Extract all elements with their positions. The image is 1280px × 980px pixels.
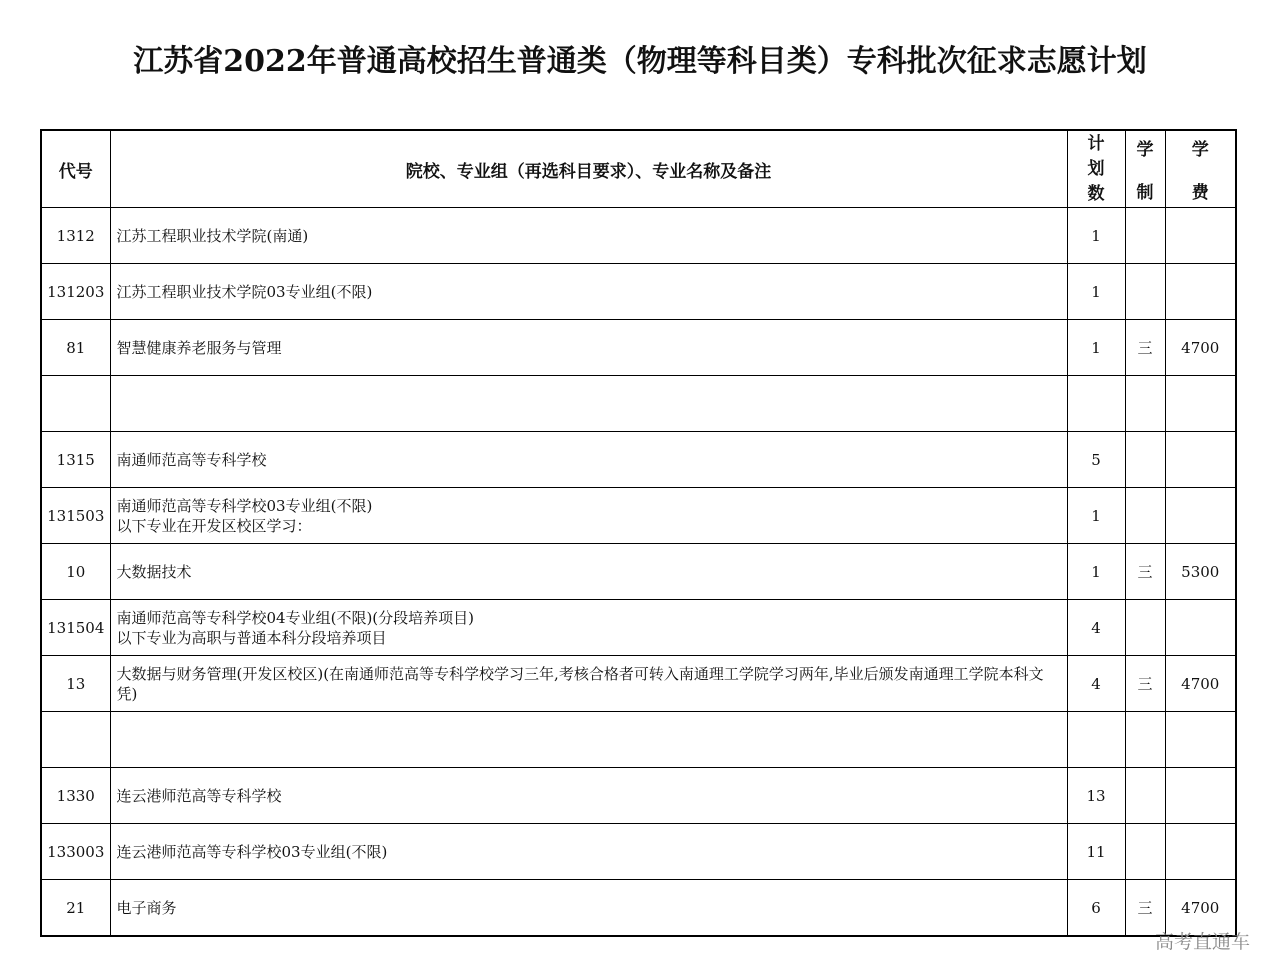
- cell-code: 10: [41, 544, 110, 600]
- cell-duration: [1125, 432, 1165, 488]
- cell-name-line: 南通师范高等专科学校: [116, 450, 267, 469]
- cell-plan-count: 1: [1067, 488, 1125, 544]
- cell-name: [110, 824, 1067, 880]
- cell-name: [110, 488, 1067, 544]
- header-plan-count-char: 划: [1087, 158, 1105, 179]
- cell-name-line: 大数据与财务管理(开发区校区)(在南通师范高等专科学校学习三年,考核合格者可转入南通理工学院学习两年,毕业后颁发南通理工学院本科文凭): [116, 664, 1044, 703]
- cell-fee: [1165, 768, 1236, 824]
- watermark-text: 高考直通车: [1154, 931, 1250, 953]
- cell-name-line: 南通师范高等专科学校04专业组(不限)(分段培养项目): [116, 608, 474, 627]
- cell-name-line: 以下专业为高职与普通本科分段培养项目: [116, 628, 387, 647]
- cell-duration: [1125, 768, 1165, 824]
- cell-code: 131504: [41, 600, 110, 656]
- cell-name: [110, 600, 1067, 656]
- cell-name: [110, 264, 1067, 320]
- header-plan-count: [1067, 130, 1125, 208]
- header-plan-count-char: 计: [1087, 133, 1105, 154]
- cell-fee: [1165, 432, 1236, 488]
- cell-name: [110, 544, 1067, 600]
- cell-plan-count: 1: [1067, 320, 1125, 376]
- cell-fee: [1165, 712, 1236, 768]
- table-header-row: [41, 130, 1236, 208]
- cell-name-line: 江苏工程职业技术学院03专业组(不限): [116, 282, 373, 301]
- cell-duration: 三: [1125, 656, 1165, 712]
- cell-name-line: 以下专业在开发区校区学习：: [116, 516, 312, 535]
- header-name: 院校、专业组（再选科目要求）、专业名称及备注: [110, 130, 1067, 208]
- cell-name: [110, 768, 1067, 824]
- cell-name-line: 电子商务: [116, 898, 177, 917]
- table-row: [41, 544, 1236, 600]
- cell-fee: 4700: [1165, 656, 1236, 712]
- cell-code: 13: [41, 656, 110, 712]
- cell-name-line: 连云港师范高等专科学校03专业组(不限): [116, 842, 388, 861]
- table-row: [41, 656, 1236, 712]
- cell-duration: 三: [1125, 320, 1165, 376]
- cell-name-line: 智慧健康养老服务与管理: [116, 338, 282, 357]
- cell-code: 133003: [41, 824, 110, 880]
- cell-name: [110, 376, 1067, 432]
- cell-fee: [1165, 488, 1236, 544]
- cell-plan-count: [1067, 712, 1125, 768]
- cell-duration: [1125, 824, 1165, 880]
- cell-fee: 4700: [1165, 320, 1236, 376]
- cell-plan-count: 1: [1067, 264, 1125, 320]
- cell-code: 1315: [41, 432, 110, 488]
- cell-code: [41, 712, 110, 768]
- table-row: [41, 712, 1236, 768]
- table-row: [41, 768, 1236, 824]
- cell-duration: 三: [1125, 544, 1165, 600]
- table-row: [41, 320, 1236, 376]
- table-row: [41, 880, 1236, 937]
- cell-duration: [1125, 600, 1165, 656]
- cell-name-line: 南通师范高等专科学校03专业组(不限): [116, 496, 373, 515]
- header-code: 代号: [41, 130, 110, 208]
- page-title: 江苏省2022年普通高校招生普通类（物理等科目类）专科批次征求志愿计划: [133, 44, 1147, 79]
- table-row: [41, 208, 1236, 264]
- cell-code: 1330: [41, 768, 110, 824]
- cell-name: [110, 880, 1067, 937]
- cell-plan-count: [1067, 376, 1125, 432]
- cell-name: [110, 320, 1067, 376]
- cell-duration: [1125, 376, 1165, 432]
- cell-duration: [1125, 712, 1165, 768]
- cell-fee: 5300: [1165, 544, 1236, 600]
- cell-duration: 三: [1125, 880, 1165, 937]
- header-fee: [1165, 130, 1236, 208]
- table-row: [41, 264, 1236, 320]
- header-fee-char: 费: [1191, 183, 1209, 203]
- header-fee-char: 学: [1191, 140, 1209, 160]
- cell-plan-count: 1: [1067, 208, 1125, 264]
- cell-code: 131203: [41, 264, 110, 320]
- cell-fee: [1165, 376, 1236, 432]
- cell-plan-count: 11: [1067, 824, 1125, 880]
- header-duration: [1125, 130, 1165, 208]
- cell-name: [110, 208, 1067, 264]
- cell-code: 21: [41, 880, 110, 937]
- header-duration-char: 制: [1136, 183, 1154, 203]
- cell-name: [110, 656, 1067, 712]
- cell-code: 81: [41, 320, 110, 376]
- cell-plan-count: 1: [1067, 544, 1125, 600]
- cell-fee: [1165, 208, 1236, 264]
- cell-name-line: 连云港师范高等专科学校: [116, 786, 282, 805]
- header-duration-char: 学: [1136, 140, 1154, 160]
- cell-fee: 4700: [1165, 880, 1236, 937]
- cell-fee: [1165, 264, 1236, 320]
- table-row: [41, 600, 1236, 656]
- table-row: [41, 376, 1236, 432]
- cell-duration: [1125, 264, 1165, 320]
- cell-name-line: 大数据技术: [116, 562, 192, 581]
- cell-name: [110, 432, 1067, 488]
- table-row: [41, 488, 1236, 544]
- cell-plan-count: 6: [1067, 880, 1125, 937]
- cell-plan-count: 13: [1067, 768, 1125, 824]
- cell-plan-count: 4: [1067, 600, 1125, 656]
- cell-code: [41, 376, 110, 432]
- cell-fee: [1165, 824, 1236, 880]
- cell-name-line: 江苏工程职业技术学院(南通): [116, 226, 309, 245]
- cell-duration: [1125, 208, 1165, 264]
- cell-plan-count: 4: [1067, 656, 1125, 712]
- cell-fee: [1165, 600, 1236, 656]
- table-row: [41, 824, 1236, 880]
- cell-plan-count: 5: [1067, 432, 1125, 488]
- cell-code: 131503: [41, 488, 110, 544]
- table-row: [41, 432, 1236, 488]
- cell-duration: [1125, 488, 1165, 544]
- admission-plan-table: [40, 129, 1237, 937]
- table-body: [41, 208, 1236, 937]
- cell-name: [110, 712, 1067, 768]
- header-plan-count-char: 数: [1087, 183, 1105, 204]
- cell-code: 1312: [41, 208, 110, 264]
